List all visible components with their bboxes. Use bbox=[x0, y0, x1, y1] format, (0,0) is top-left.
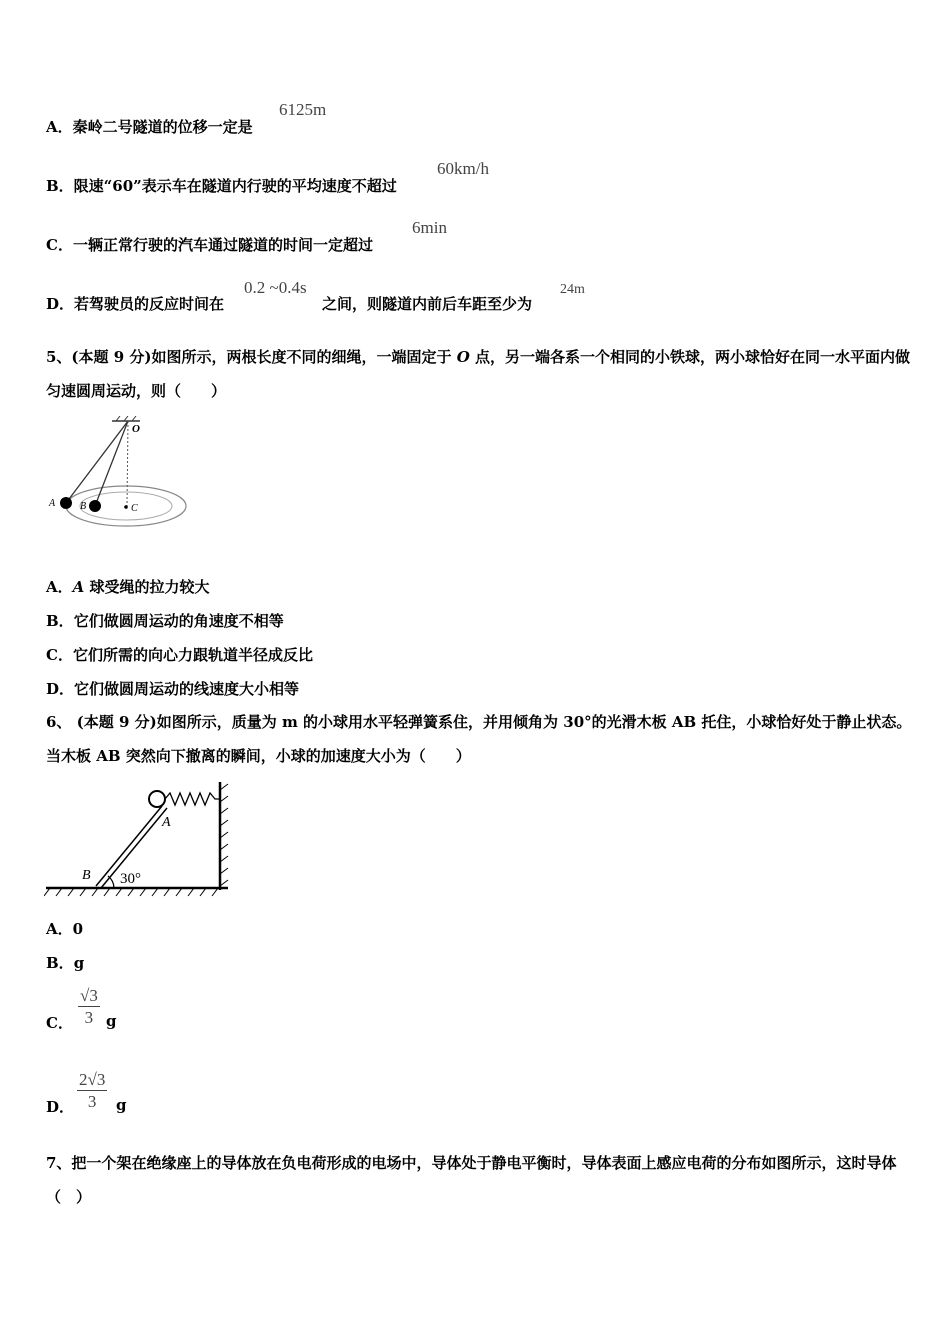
q5-option-d-text: 它们做圆周运动的线速度大小相等 bbox=[74, 680, 300, 698]
q4-option-d-tail: 之间，则隧道内前后车距至少为 bbox=[322, 295, 533, 313]
q4-option-d-math: 0.2 ~0.4s bbox=[244, 278, 307, 297]
label-c: C bbox=[131, 503, 138, 514]
q4-option-b-math: 60km/h bbox=[437, 159, 489, 178]
q5-option-c-text: 它们所需的向心力跟轨道半径成反比 bbox=[72, 646, 313, 664]
q6-option-b bbox=[46, 952, 84, 973]
spring bbox=[165, 793, 220, 805]
q5-option-a bbox=[46, 576, 210, 597]
q6-option-a-value: 0 bbox=[72, 920, 84, 938]
q7-stem: 7、把一个架在绝缘座上的导体放在负电荷形成的电场中，导体处于静电平衡时，导体表面上感应电荷的分布如图所示，这时导体（ ） bbox=[46, 1154, 897, 1206]
center-c bbox=[124, 505, 128, 509]
q5-option-c-label: C． bbox=[46, 646, 73, 664]
q6-option-d-numerator: 2√3 bbox=[79, 1070, 106, 1089]
string-b bbox=[95, 421, 128, 506]
q5-stem-part-b: 点，另一端各系一个相同的小铁球，两小球恰好在同一水平面内做匀速圆周运动，则（ ） bbox=[46, 348, 911, 400]
q4-option-a-text: A．秦岭二号隧道的位移一定是 bbox=[46, 118, 253, 136]
q6-option-b-label: B． bbox=[46, 954, 74, 972]
q5-option-a-italic: A bbox=[72, 578, 85, 596]
q5-stem bbox=[46, 340, 916, 408]
q4-option-c-text: C．一辆正常行驶的汽车通过隧道的时间一定超过 bbox=[46, 236, 373, 254]
q6-option-d-denominator: 3 bbox=[87, 1092, 97, 1111]
q5-option-d-label: D． bbox=[46, 680, 75, 698]
label-a: A bbox=[49, 498, 56, 509]
q6-option-c-fraction bbox=[78, 986, 100, 1029]
ball-a bbox=[60, 497, 72, 509]
q5-stem-point-o: O bbox=[456, 348, 470, 366]
q5-option-c bbox=[46, 644, 313, 665]
q6-stem: 6、 (本题 9 分)如图所示，质量为 m 的小球用水平轻弹簧系住，并用倾角为 30°的光滑木板 AB 托住，小球恰好处于静止状态。当木板 AB 突然向下撤离的瞬间，小球的加速度大小为（ ） bbox=[46, 713, 912, 765]
q6-option-a-label: A． bbox=[46, 920, 73, 938]
q6-option-b-value: g bbox=[73, 954, 85, 972]
label-b: B bbox=[82, 868, 91, 883]
q4-option-a bbox=[46, 116, 253, 137]
label-o: O bbox=[132, 423, 140, 435]
q5-option-d bbox=[46, 678, 299, 699]
q6-option-d-fraction bbox=[77, 1070, 107, 1113]
q4-option-b bbox=[46, 175, 397, 196]
q5-figure bbox=[46, 416, 196, 534]
ball bbox=[149, 791, 165, 807]
q4-option-c bbox=[46, 234, 373, 255]
q6-option-c-label: C． bbox=[46, 1014, 73, 1032]
q6-option-c-numerator: √3 bbox=[80, 986, 98, 1005]
q4-option-c-math: 6min bbox=[412, 218, 447, 237]
q5-stem-part-a: 5、(本题 9 分)如图所示，两根长度不同的细绳，一端固定于 bbox=[46, 348, 457, 366]
label-a: A bbox=[162, 815, 171, 830]
label-angle: 30° bbox=[120, 871, 141, 887]
q6-option-d-label: D． bbox=[46, 1098, 75, 1116]
q5-option-a-label: A． bbox=[46, 578, 73, 596]
q4-option-d-text: D．若驾驶员的反应时间在 bbox=[46, 295, 225, 313]
q4-option-a-math: 6125m bbox=[279, 100, 327, 119]
q4-option-d bbox=[46, 293, 224, 314]
axis-line bbox=[127, 421, 128, 506]
string-a bbox=[66, 421, 128, 503]
q5-option-b-label: B． bbox=[46, 612, 74, 630]
q5-option-b-text: 它们做圆周运动的角速度不相等 bbox=[73, 612, 284, 630]
q4-option-b-text: B．限速“60”表示车在隧道内行驶的平均速度不超过 bbox=[46, 177, 397, 195]
label-b: B bbox=[80, 501, 87, 512]
q6-option-d-unit: g bbox=[116, 1096, 127, 1114]
q6-option-a bbox=[46, 918, 83, 939]
q6-option-c-unit: g bbox=[106, 1012, 117, 1030]
q5-option-a-text: 球受绳的拉力较大 bbox=[84, 578, 210, 596]
q6-option-c-denominator: 3 bbox=[84, 1008, 94, 1027]
q6-figure bbox=[44, 780, 234, 898]
q4-option-d-math2: 24m bbox=[560, 282, 585, 297]
ball-b bbox=[89, 500, 101, 512]
q5-option-b bbox=[46, 610, 284, 631]
